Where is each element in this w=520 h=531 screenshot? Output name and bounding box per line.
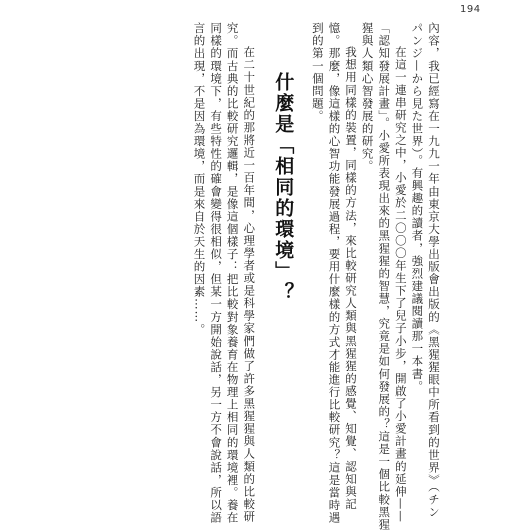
- paragraph-start-line: 在這一連串研究之中，小愛於二〇〇〇年生下了兒子小步，開啟了小愛計畫的延伸——: [393, 46, 408, 523]
- body-line-7: 憶。那麼，像這樣的心智功能發展過程，要用什麼樣的方式才能進行比較研究？這是當時遇: [327, 22, 342, 524]
- paragraph-start-line: 我想用同樣的裝置，同樣的方法，來比較研究人類與黑猩猩的感覺、知覺、認知與記: [344, 46, 359, 511]
- body-line-12: 言的出現，不是因為環境，而是來自於天生的因素……。: [192, 22, 207, 336]
- body-line-1: 內容，我已經寫在一九九一年由東京大學出版會出版的《黑猩猩眼中所看到的世界》（チン: [427, 22, 441, 519]
- section-spacer: [295, 22, 309, 482]
- body-line-10: 究。而古典的比較研究邏輯，是像這個樣子：把比較對象養育在物理上相同的環境裡。養在: [225, 22, 240, 524]
- body-line-8: 到的第一個問題。: [310, 22, 325, 123]
- section-heading: 什麼是「相同的環境」？: [272, 72, 295, 303]
- body-line-11: 同樣的環境下，有些特性的確會變得很相似，但某一方開始說話，另一方不會說話，所以語: [209, 22, 224, 524]
- body-line-4: 「認知發展計畫」。小愛所表現出來的黑猩猩的智慧，究竟是如何發展的？這是一個比較黑猩: [377, 22, 392, 531]
- section-spacer: [257, 22, 271, 482]
- body-line-2: パンジ—から見た世界）。有興趣的讀者，強烈建議閱讀那一本書。: [410, 22, 425, 393]
- paragraph-start-line: 在二十世紀的那將近一百年間，心理學者或是科學家們做了許多黑猩猩與人類的比較研: [242, 46, 257, 523]
- page-number: 194: [460, 4, 481, 15]
- body-line-5: 猩與人類心智發展的研究。: [360, 22, 375, 173]
- vertical-text-body: [191, 22, 442, 531]
